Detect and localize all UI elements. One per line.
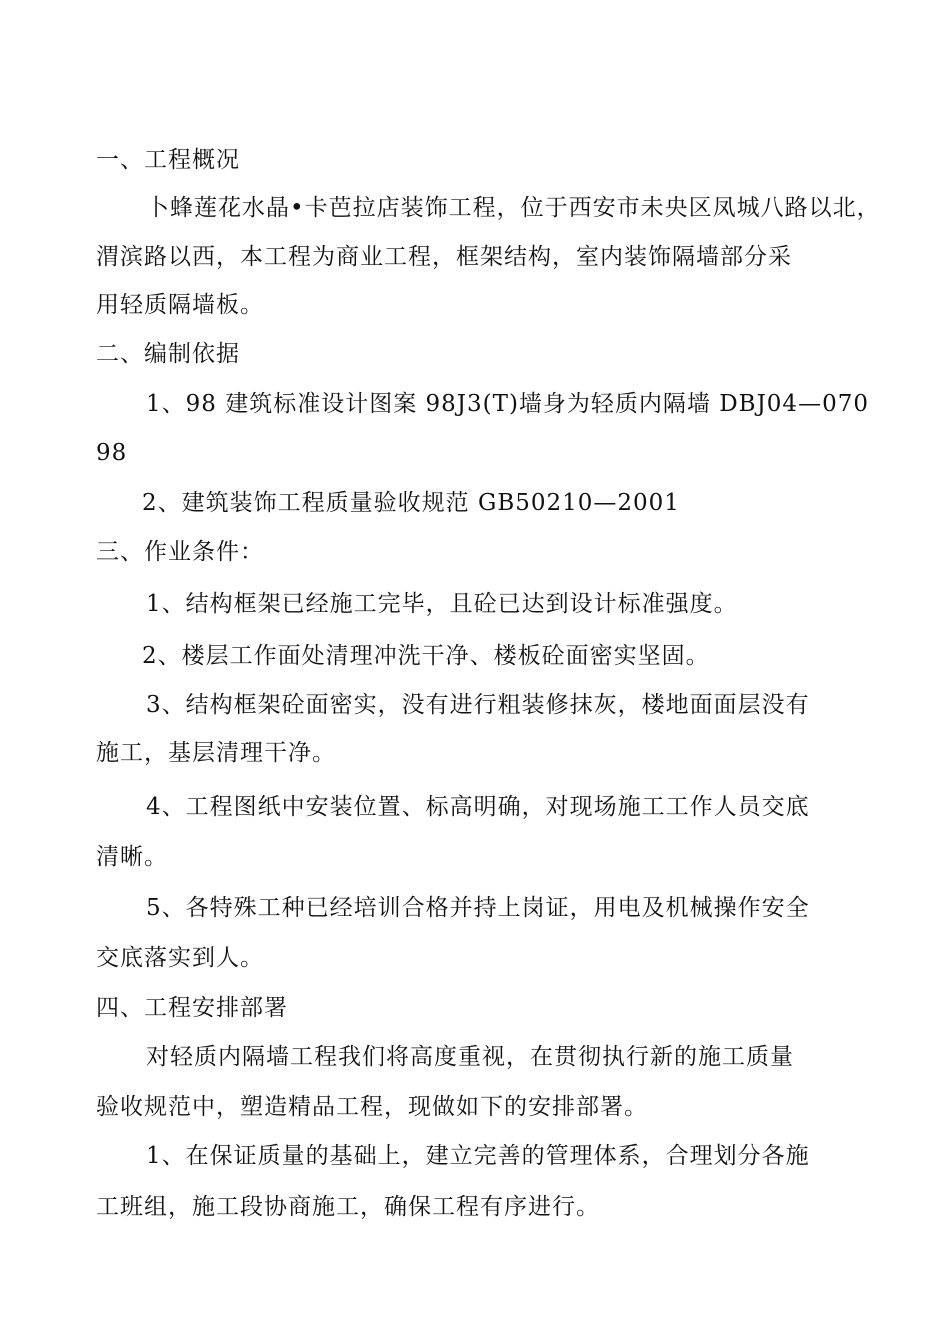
- paragraph-line: 对轻质内隔墙工程我们将高度重视，在贯彻执行新的施工质量: [146, 1044, 794, 1070]
- paragraph-line: 交底落实到人。: [96, 945, 264, 971]
- section-heading-conditions: 三、作业条件：: [96, 539, 264, 565]
- paragraph-line: 1、98 建筑标准设计图案 98J3(T)墙身为轻质内隔墙 DBJ04—070: [146, 391, 869, 417]
- paragraph-line: 卜蜂莲花水晶•卡芭拉店装饰工程，位于西安市未央区凤城八路以北，: [146, 195, 881, 221]
- section-heading-basis: 二、编制依据: [96, 341, 240, 367]
- paragraph-line: 渭滨路以西，本工程为商业工程，框架结构，室内装饰隔墙部分采: [96, 244, 792, 270]
- paragraph-line: 用轻质隔墙板。: [96, 292, 264, 318]
- section-heading-arrangement: 四、工程安排部署: [96, 995, 288, 1021]
- paragraph-line: 3、结构框架砼面密实，没有进行粗装修抹灰，楼地面面层没有: [146, 692, 810, 718]
- paragraph-line: 1、在保证质量的基础上，建立完善的管理体系，合理划分各施: [146, 1143, 810, 1169]
- paragraph-line: 施工，基层清理干净。: [96, 740, 336, 766]
- paragraph-line: 验收规范中，塑造精品工程，现做如下的安排部署。: [96, 1094, 648, 1120]
- section-heading-overview: 一、工程概况: [96, 147, 240, 173]
- paragraph-line: 2、楼层工作面处清理冲洗干净、楼板砼面密实坚固。: [142, 643, 710, 669]
- paragraph-line: 2、建筑装饰工程质量验收规范 GB50210—2001: [142, 490, 680, 516]
- paragraph-line: 5、各特殊工种已经培训合格并持上岗证，用电及机械操作安全: [146, 895, 810, 921]
- paragraph-line: 98: [96, 440, 128, 466]
- paragraph-line: 4、工程图纸中安装位置、标高明确，对现场施工工作人员交底: [146, 794, 810, 820]
- paragraph-line: 1、结构框架已经施工完毕，且砼已达到设计标准强度。: [146, 591, 738, 617]
- paragraph-line: 清晰。: [96, 844, 168, 870]
- paragraph-line: 工班组，施工段协商施工，确保工程有序进行。: [96, 1194, 600, 1220]
